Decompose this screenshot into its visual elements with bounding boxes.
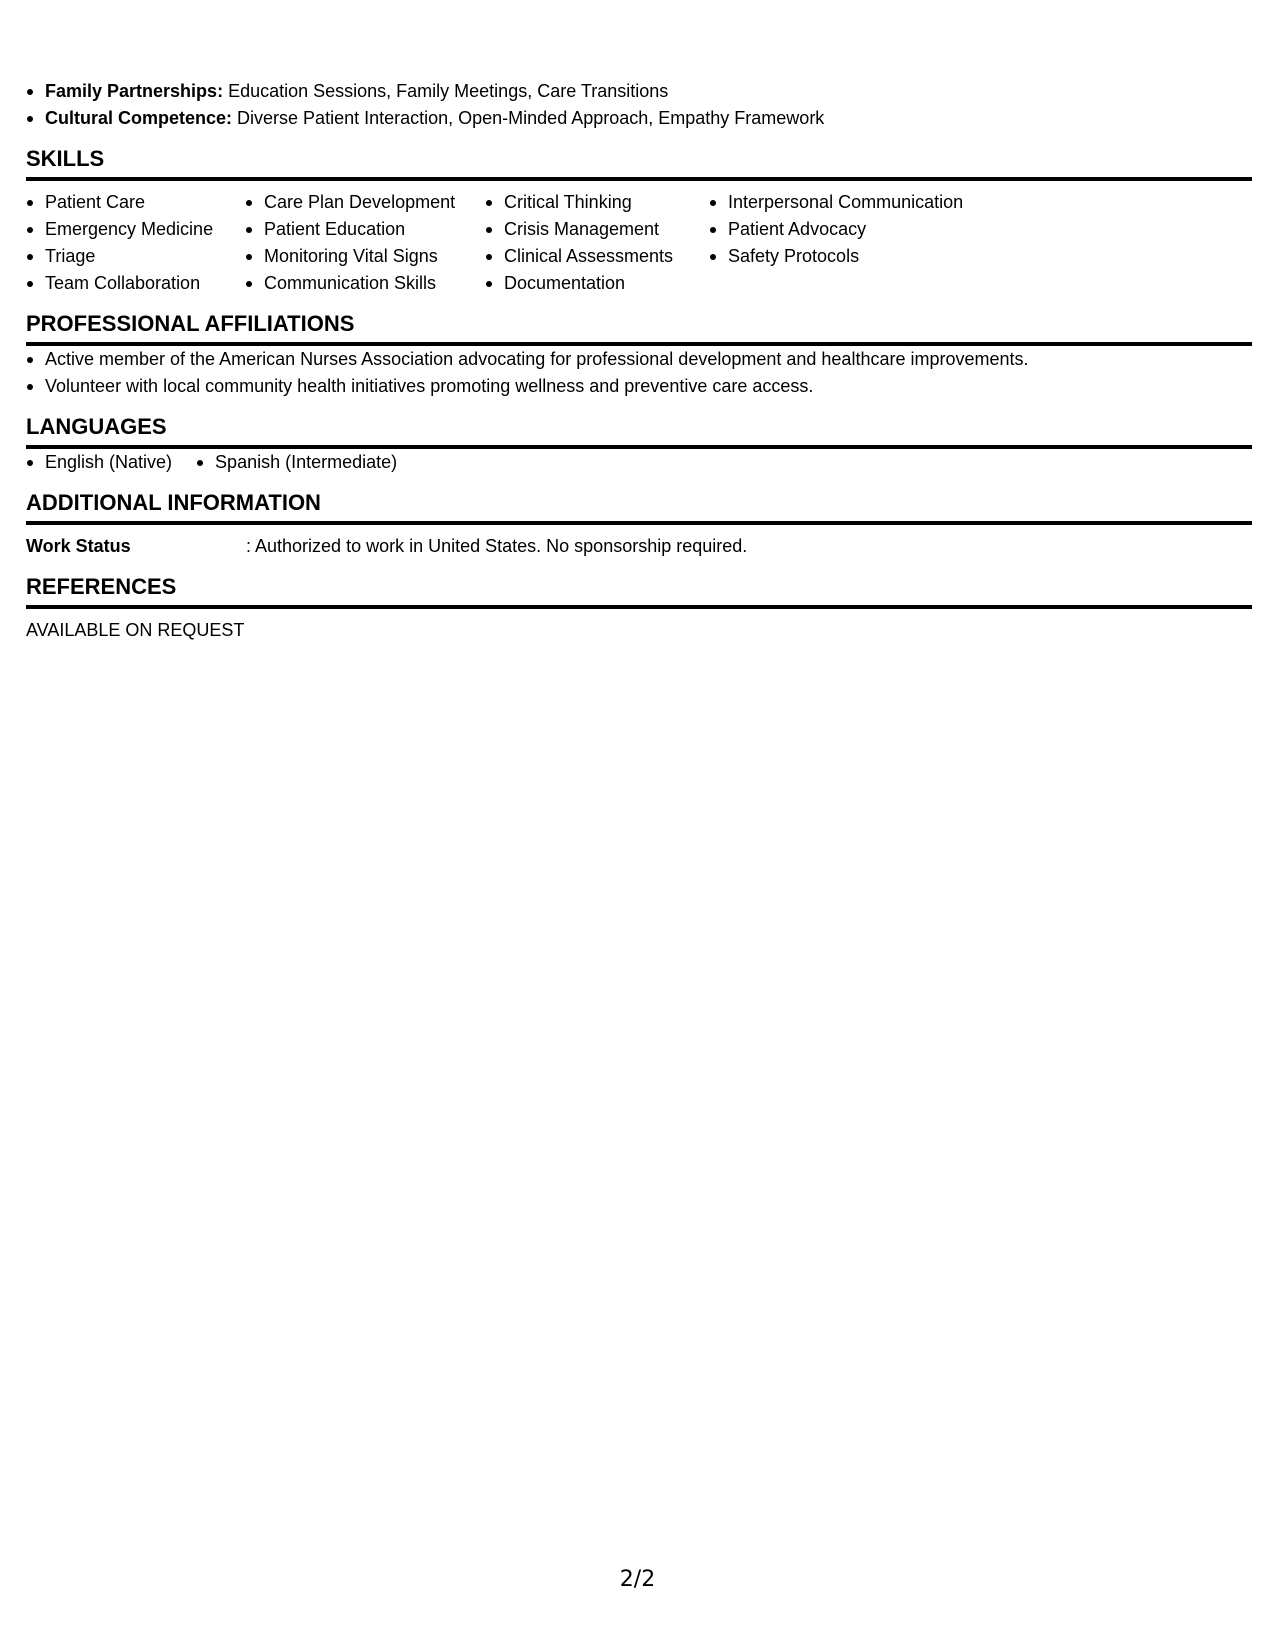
section-heading: PROFESSIONAL AFFILIATIONS <box>26 311 1252 346</box>
skill-item: Emergency Medicine <box>26 216 245 243</box>
skill-item: Team Collaboration <box>26 270 245 297</box>
skill-item: Communication Skills <box>245 270 485 297</box>
languages-section <box>26 414 1252 476</box>
languages-list <box>26 449 1252 476</box>
section-heading: ADDITIONAL INFORMATION <box>26 490 1252 525</box>
page-number: 2/2 <box>619 1567 656 1592</box>
item-text: Education Sessions, Family Meetings, Care Transitions <box>223 81 669 101</box>
item-text: Diverse Patient Interaction, Open-Minded Approach, Empathy Framework <box>232 108 825 128</box>
affiliation-item: Volunteer with local community health initiatives promoting wellness and preventive care access. <box>26 373 1252 400</box>
skills-section <box>26 146 1252 297</box>
resume-page <box>26 78 1252 644</box>
skill-item: Patient Education <box>245 216 485 243</box>
list-item <box>26 105 1252 132</box>
skill-item: Clinical Assessments <box>485 243 709 270</box>
item-label: Cultural Competence: <box>45 108 233 128</box>
skill-item: Triage <box>26 243 245 270</box>
references-section <box>26 574 1252 644</box>
skill-item: Critical Thinking <box>485 189 709 216</box>
section-heading: REFERENCES <box>26 574 1252 609</box>
section-heading: LANGUAGES <box>26 414 1252 449</box>
skills-grid <box>26 189 1252 297</box>
language-item: English (Native) <box>26 449 172 476</box>
references-text: AVAILABLE ON REQUEST <box>26 620 245 640</box>
item-label: Family Partnerships: <box>45 81 224 101</box>
work-status-value: : Authorized to work in United States. No sponsorship required. <box>246 536 748 556</box>
work-status-label: Work Status <box>26 536 131 556</box>
focus-areas-list <box>26 78 1252 132</box>
language-item: Spanish (Intermediate) <box>196 449 397 476</box>
skills-column <box>26 189 245 297</box>
skills-column <box>485 189 709 297</box>
skill-item: Patient Advocacy <box>709 216 1009 243</box>
skills-column <box>709 189 1009 297</box>
skill-item: Interpersonal Communication <box>709 189 1009 216</box>
additional-info-section <box>26 490 1252 560</box>
skills-column <box>245 189 485 297</box>
skill-item: Crisis Management <box>485 216 709 243</box>
list-item <box>26 78 1252 105</box>
affiliations-list <box>26 346 1252 400</box>
skill-item: Care Plan Development <box>245 189 485 216</box>
skill-item: Patient Care <box>26 189 245 216</box>
work-status-row <box>26 533 1252 560</box>
skill-item: Documentation <box>485 270 709 297</box>
affiliation-item: Active member of the American Nurses Association advocating for professional development and healthcare improvements. <box>26 346 1252 373</box>
section-heading: SKILLS <box>26 146 1252 181</box>
affiliations-section <box>26 311 1252 400</box>
skill-item: Safety Protocols <box>709 243 1009 270</box>
skill-item: Monitoring Vital Signs <box>245 243 485 270</box>
